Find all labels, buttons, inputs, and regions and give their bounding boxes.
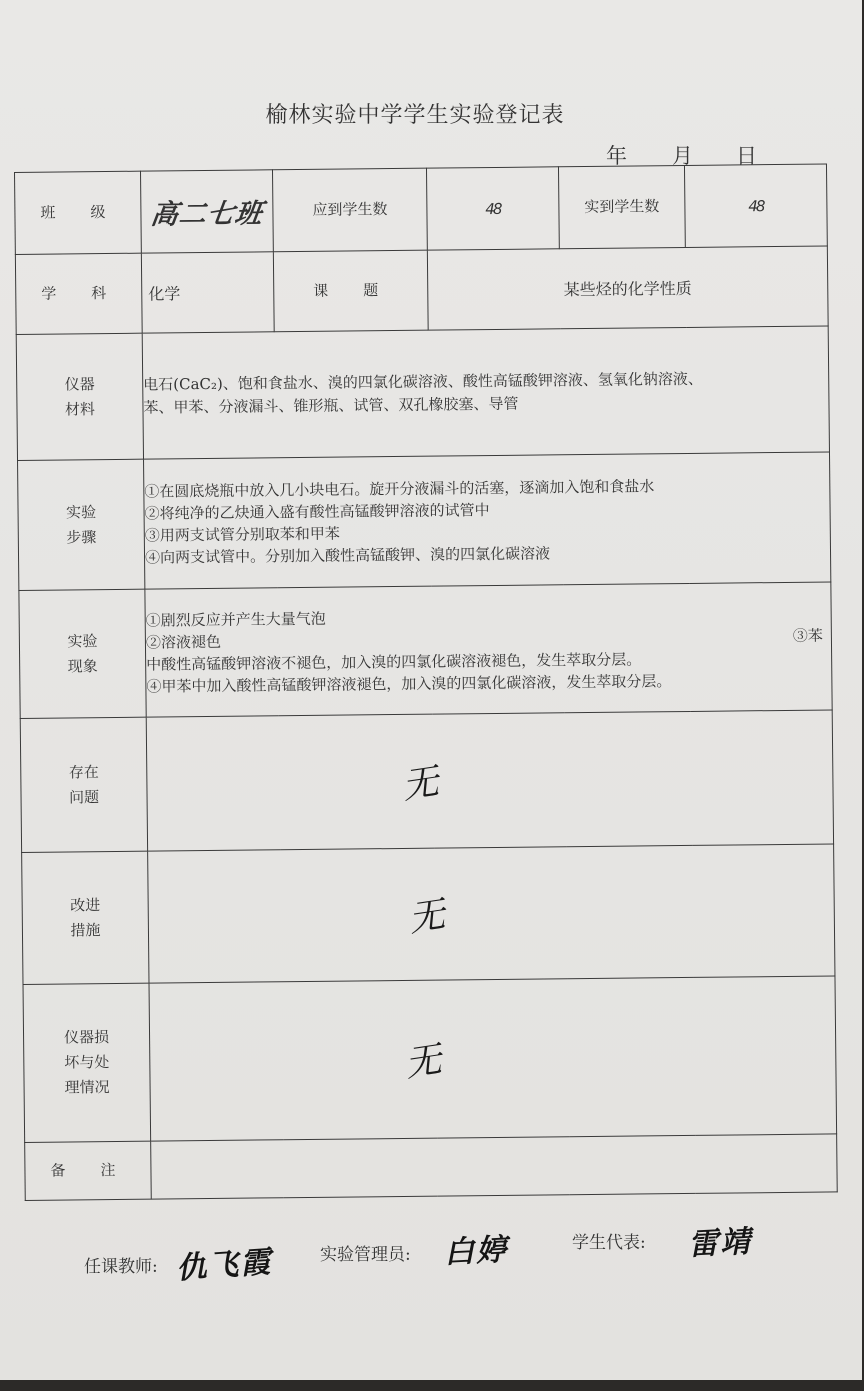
remarks-value	[151, 1134, 838, 1199]
form-title: 榆林实验中学学生实验登记表	[265, 103, 565, 128]
date-day-label: 日	[736, 144, 757, 168]
expected-students-value: 48	[426, 167, 559, 250]
phenomena-label-line2: 现象	[67, 656, 98, 675]
improvements-value-cell	[148, 844, 835, 983]
student-signature: 雷靖	[687, 1224, 754, 1263]
step-line: ③用两支试管分别取苯和甲苯	[144, 524, 340, 545]
expected-students-label: 应到学生数	[272, 168, 427, 252]
steps-label	[18, 459, 145, 590]
subject-label: 学 科	[15, 253, 142, 334]
damage-label-line1: 仪器损	[63, 1028, 110, 1047]
phenomenon-line: ④甲苯中加入酸性高锰酸钾溶液褪色，加入溴的四氯化碳溶液，发生萃取分层。	[146, 671, 672, 696]
admin-signature: 白婷	[443, 1232, 510, 1271]
damage-value-cell	[149, 976, 837, 1141]
date-year-label: 年	[606, 144, 627, 168]
class-label: 班 级	[15, 171, 142, 254]
topic-label: 课 题	[273, 250, 428, 332]
step-line: ①在圆底烧瓶中放入几小块电石。旋开分液漏斗的活塞，逐滴加入饱和食盐水	[144, 476, 655, 501]
materials-label-line2: 材料	[64, 399, 96, 418]
registration-form	[14, 163, 863, 1222]
remarks-label: 备 注	[25, 1141, 152, 1200]
steps-content	[144, 452, 831, 589]
steps-row	[18, 452, 831, 590]
improvements-label-line2: 措施	[70, 920, 101, 939]
steps-label-line1: 实验	[65, 502, 97, 521]
step-line: ②将纯净的乙炔通入盛有酸性高锰酸钾溶液的试管中	[144, 500, 490, 523]
actual-students-label: 实到学生数	[558, 165, 685, 248]
problems-row	[20, 710, 833, 852]
materials-row	[16, 326, 829, 460]
problems-label-line1: 存在	[68, 762, 99, 781]
admin-label: 实验管理员:	[320, 1245, 411, 1265]
student-label: 学生代表:	[572, 1233, 646, 1253]
improvements-label-line1: 改进	[70, 895, 101, 914]
damage-label-line2: 坏与处	[64, 1053, 110, 1072]
phenomena-content	[145, 582, 832, 717]
step-line: ④向两支试管中。分别加入酸性高锰酸钾、溴的四氯化碳溶液	[144, 543, 551, 567]
class-value-cell	[140, 170, 273, 253]
steps-label-line2: 步骤	[66, 527, 97, 546]
signature-line	[84, 1218, 824, 1288]
materials-line: 电石(CaC₂)、饱和食盐水、溴的四氯化碳溶液、酸性高锰酸钾溶液、氢氧化钠溶液、	[143, 369, 703, 394]
materials-label-line1: 仪器	[64, 374, 95, 393]
phenomena-side-note: ③苯	[792, 626, 823, 645]
damage-value: 无	[402, 1039, 445, 1086]
phenomenon-line: ①剧烈反应并产生大量气泡	[145, 609, 326, 630]
class-row	[15, 164, 828, 254]
phenomenon-line: ②溶液褪色	[145, 632, 222, 652]
class-value: 高二七班	[148, 198, 265, 231]
remarks-row	[25, 1134, 838, 1200]
damage-label-line3: 理情况	[64, 1078, 110, 1097]
date-month-label: 月	[672, 144, 693, 168]
damage-row	[23, 976, 837, 1142]
teacher-signature: 仇飞霞	[175, 1244, 274, 1287]
improvements-value: 无	[405, 894, 448, 941]
actual-students-value: 48	[684, 164, 827, 247]
materials-line: 苯、甲苯、分液漏斗、锥形瓶、试管、双孔橡胶塞、导管	[143, 394, 519, 417]
problems-label-line2: 问题	[68, 787, 100, 806]
subject-value: 化学	[141, 252, 274, 333]
materials-content	[142, 326, 829, 459]
problems-value-cell	[146, 710, 833, 851]
phenomena-row	[19, 582, 832, 718]
subject-row	[15, 246, 828, 334]
problems-value: 无	[399, 761, 442, 808]
phenomena-label	[19, 589, 146, 718]
improvements-row	[22, 844, 835, 984]
materials-label	[16, 333, 143, 460]
teacher-label: 任课教师:	[84, 1257, 158, 1277]
phenomenon-line: 中酸性高锰酸钾溶液不褪色，加入溴的四氯化碳溶液褪色，发生萃取分层。	[146, 649, 642, 674]
topic-value: 某些烃的化学性质	[427, 246, 828, 330]
form-table	[14, 163, 838, 1200]
phenomena-label-line1: 实验	[67, 631, 98, 650]
